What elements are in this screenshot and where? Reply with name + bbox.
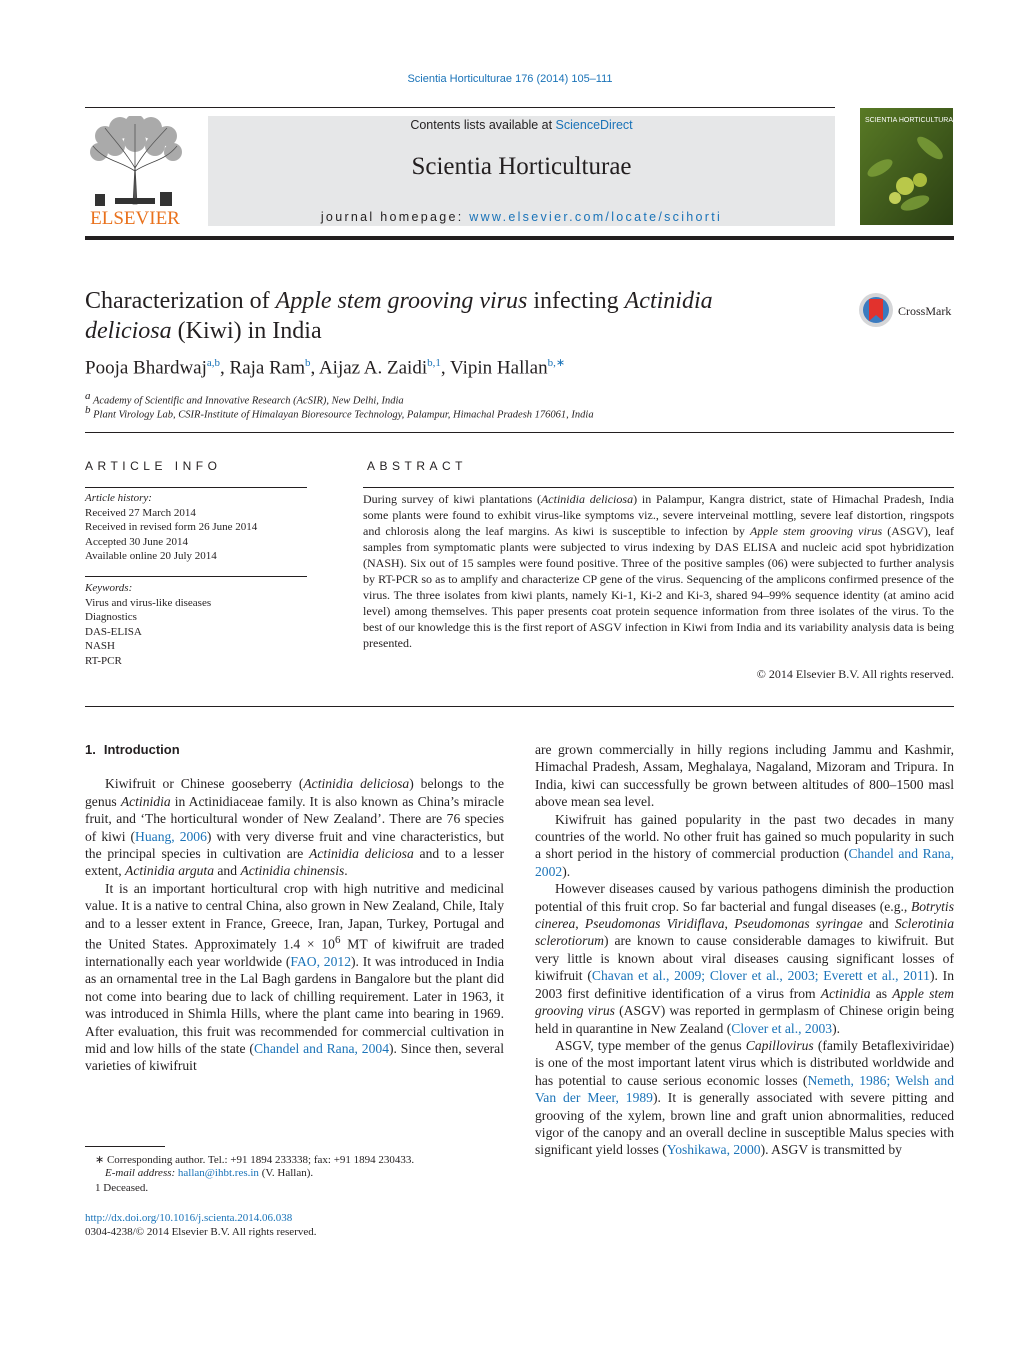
body-paragraph: are grown commercially in hilly regions including Jammu and Kashmir, Himachal Pradesh, Assam, Meghalaya, Nagaland, Mizoram and Tripura. In India, kiwi can successfully be grown between altitudes of 800–1500 masl above mean sea level.: [535, 742, 954, 810]
title-part: (Kiwi) in India: [171, 318, 322, 344]
affiliation-mark: a: [85, 390, 91, 402]
history-item: Received 27 March 2014: [85, 506, 196, 519]
citation-link[interactable]: FAO, 2012: [290, 954, 351, 969]
keywords-label: Keywords:: [85, 582, 133, 594]
elsevier-logo: [85, 116, 185, 226]
abstract-italic: Apple stem grooving virus: [749, 524, 883, 538]
cover-title: SCIENTIA HORTICULTURAE: [865, 117, 953, 124]
keyword: NASH: [85, 640, 115, 652]
divider: [85, 432, 954, 433]
crossmark-icon: [859, 293, 893, 327]
crossmark-badge[interactable]: [858, 290, 958, 330]
title-part: infecting: [527, 288, 625, 314]
keyword: Diagnostics: [85, 611, 137, 623]
title-species: deliciosa: [85, 318, 172, 344]
citation-link[interactable]: Clover et al., 2003: [731, 1020, 833, 1036]
abstract-text: ) in Palampur, Kangra district, state of Himachal Pradesh, India some plants were found to exhibit virus-like symptoms viz., severe interveinal mottling, severe leaf distortion, ringspots and chlorosis along the leaf margins. As kiwi is susceptible to infection by: [363, 492, 954, 538]
email-link[interactable]: hallan@ihbt.res.in: [177, 1167, 259, 1179]
citation-link[interactable]: Chavan et al., 2009; Clover et al., 2003; Everett et al., 2011: [591, 968, 930, 984]
doi-link[interactable]: http://dx.doi.org/10.1016/j.scienta.2014.06.038: [85, 1212, 293, 1224]
journal-title: Scientia Horticulturae: [411, 153, 632, 180]
issn-line: 0304-4238/© 2014 Elsevier B.V. All rights reserved.: [85, 1226, 317, 1238]
footnote-email: [105, 1167, 313, 1179]
body-paragraph: However diseases caused by various pathogens diminish the production potential of this fruit crop. So far bacterial and fungal diseases (e.g., Botrytis cinerea, Pseudomonas Viridiflava, Pseudomonas syringae and Sclerotinia sclerotiorum) are known to cause considerable damages to kiwifruit. But very little is known about viral diseases causing significant losses of kiwifruit (Chavan et al., 2009; Clover et al., 2003; Everett et al., 2011). In 2003 first definitive identification of a virus from Actinidia as Apple stem grooving virus (ASGV) was reported in germplasm of Chinese origin being held in quarantine in New Zealand (Clover et al., 2003).: [535, 881, 954, 1036]
affiliation-b: [85, 404, 594, 421]
contents-line: [208, 118, 835, 132]
elsevier-wordmark: ELSEVIER: [90, 208, 180, 226]
abstract-text: (ASGV), leaf samples from symptomatic plants were subjected to virus indexing by DAS ELISA and nucleic acid spot hybridization (NASH). Six out of 15 samples were found positive. Three of the positive samples (06) were subjected to further analysis by RT-PCR so as to amplify and characterize CP gene of the virus. Sequencing of the amplicons confirmed presence of the virus. The three isolates from kiwi plants, namely Ki-1, Ki-2 and Ki-3, shared 94–99% sequence identity (at amino acid level) among themselves. This paper presents coat protein sequence information from three isolates of the virus. To the best of our knowledge this is the first report of ASGV infection in Kiwi from India and its variability analysis data is being presented.: [363, 524, 954, 650]
affiliation-text: Plant Virology Lab, CSIR-Institute of Himalayan Bioresource Technology, Palampur, Himachal Pradesh 176061, India: [93, 409, 594, 421]
author-affiliation-mark[interactable]: b: [305, 357, 311, 369]
citation-link[interactable]: Chandel and Rana, 2004: [253, 1041, 389, 1057]
keywords: [85, 581, 307, 668]
title-genus: Actinidia: [624, 288, 713, 314]
keyword: Virus and virus-like diseases: [85, 596, 212, 609]
citation-link[interactable]: Yoshikawa, 2000: [666, 1142, 761, 1158]
author-list: Pooja Bhardwaj$^{a,b}$, Raja Ram$^b$, Aijaz A. Zaidi$^{b,1}$, Vipin Hallan$^{b,∗}$: [85, 357, 566, 379]
title-virus-name: Apple stem grooving virus: [275, 288, 528, 314]
masthead-bottom-rule: [85, 236, 954, 240]
keyword: DAS-ELISA: [85, 625, 142, 638]
journal-reference-link[interactable]: Scientia Horticulturae 176 (2014) 105–111: [407, 73, 613, 85]
email-label: E-mail address:: [105, 1167, 178, 1179]
homepage-link[interactable]: www.elsevier.com/locate/scihorti: [469, 210, 723, 224]
author-affiliation-mark[interactable]: a,b: [206, 357, 221, 369]
history-label: Article history:: [85, 492, 152, 504]
author: Raja Ram: [229, 357, 305, 379]
divider: [85, 706, 954, 707]
history-item: Received in revised form 26 June 2014: [85, 521, 258, 533]
masthead-top-rule: [85, 107, 835, 108]
author: Vipin Hallan: [450, 357, 548, 379]
sciencedirect-link[interactable]: ScienceDirect: [555, 118, 633, 132]
footnote-deceased: 1 Deceased.: [95, 1182, 149, 1194]
citation-link[interactable]: Nemeth, 1986; Welsh and Van der Meer, 1989: [535, 1072, 954, 1106]
footnote-rule: [85, 1146, 165, 1147]
intro-heading: [85, 741, 504, 758]
citation-link[interactable]: Chandel and Rana, 2002: [535, 846, 954, 879]
affiliation-text: Academy of Scientific and Innovative Research (AcSIR), New Delhi, India: [92, 395, 404, 407]
section-title: Introduction: [103, 742, 180, 757]
author-affiliation-mark[interactable]: b,∗: [547, 357, 566, 369]
history-item: Accepted 30 June 2014: [85, 535, 188, 548]
keyword: RT-PCR: [85, 654, 122, 667]
article-title: [85, 286, 785, 346]
title-part: Characterization of: [85, 288, 276, 314]
divider: [85, 487, 307, 488]
body-paragraph: Kiwifruit or Chinese gooseberry (Actinidia deliciosa) belongs to the genus Actinidia in Actinidiaceae family. It is also known as China’s miracle fruit, and ‘The horticultural wonder of New Zealand’. There are 76 species of kiwi (Huang, 2006) with very diverse fruit and vine characteristics, but the principal species in cultivation are Actinidia deliciosa and to a lesser extent, Actinidia arguta and Actinidia chinensis.: [85, 776, 505, 879]
body-paragraph: ASGV, type member of the genus Capillovirus (family Betaflexiviridae) is one of the most important latent virus which is distributed worldwide and has potential to cause serious economic losses (Nemeth, 1986; Welsh and Van der Meer, 1989). It is generally associated with severe pitting and grooving of the xylem, brown line and graft union abnormalities, reduced vigor of the canopy and an overall decline in susceptible Malus species with significant yield losses (Yoshikawa, 2000). ASGV is transmitted by: [535, 1037, 954, 1158]
contents-prefix: Contents lists available at: [410, 118, 556, 132]
email-suffix: (V. Hallan).: [258, 1167, 314, 1179]
divider: [85, 576, 307, 577]
journal-cover-image: [860, 108, 953, 225]
body-paragraph: It is an important horticultural crop with high nutritive and medicinal value. It is a native to central China, also grown in New Zealand, Chile, Italy and to a lesser extent in France, Greece, Iran, Japan, Turkey, Portugal and the United States. Approximately $1.4 \times 10^6$ MT of kiwifruit are traded internationally each year worldwide (FAO, 2012). It was introduced in India as an ornamental tree in the Lal Bagh gardens in Bangalore but the plant did not come into bearing due to lack of chilling requirement. Later in 1963, it was introduced in Shimla Hills, where the plant came into bearing in 1969. After evaluation, this fruit was recommended for commercial cultivation in mid and low hills of the state (Chandel and Rana, 2004). Since then, several varieties of kiwifruit: [85, 880, 504, 1074]
history-item: Available online 20 July 2014: [85, 550, 217, 562]
abstract-copyright: © 2014 Elsevier B.V. All rights reserved.: [756, 667, 954, 681]
footnote-corresponding: ∗ Corresponding author. Tel.: +91 1894 233338; fax: +91 1894 230433.: [95, 1154, 415, 1166]
abstract-heading: ABSTRACT: [367, 459, 468, 473]
citation-link[interactable]: Huang, 2006: [135, 828, 207, 844]
abstract-body: [363, 491, 954, 651]
body-paragraph: Kiwifruit has gained popularity in the past two decades in many countries of the world. No other fruit has gained so much popularity in such a short period in the history of commercial production (Chandel and Rana, 2002).: [535, 811, 954, 879]
affiliation-mark: b: [85, 404, 91, 416]
author: Pooja Bhardwaj: [85, 357, 207, 379]
abstract-text: During survey of kiwi plantations (: [363, 492, 541, 506]
article-info-heading: ARTICLE INFO: [85, 459, 222, 473]
article-history: [85, 491, 307, 564]
divider: [363, 487, 954, 488]
body-column-left: [85, 741, 504, 1075]
crossmark-label: CrossMark: [898, 304, 952, 318]
section-number: 1.: [85, 742, 96, 757]
homepage-line: [208, 210, 835, 224]
body-column-right: [535, 741, 954, 1159]
elsevier-tree-icon: [85, 116, 185, 226]
abstract-italic: Actinidia deliciosa: [540, 492, 634, 506]
homepage-prefix: journal homepage:: [320, 210, 470, 224]
author: Aijaz A. Zaidi: [318, 357, 428, 379]
author-affiliation-mark[interactable]: b,1: [427, 357, 441, 369]
